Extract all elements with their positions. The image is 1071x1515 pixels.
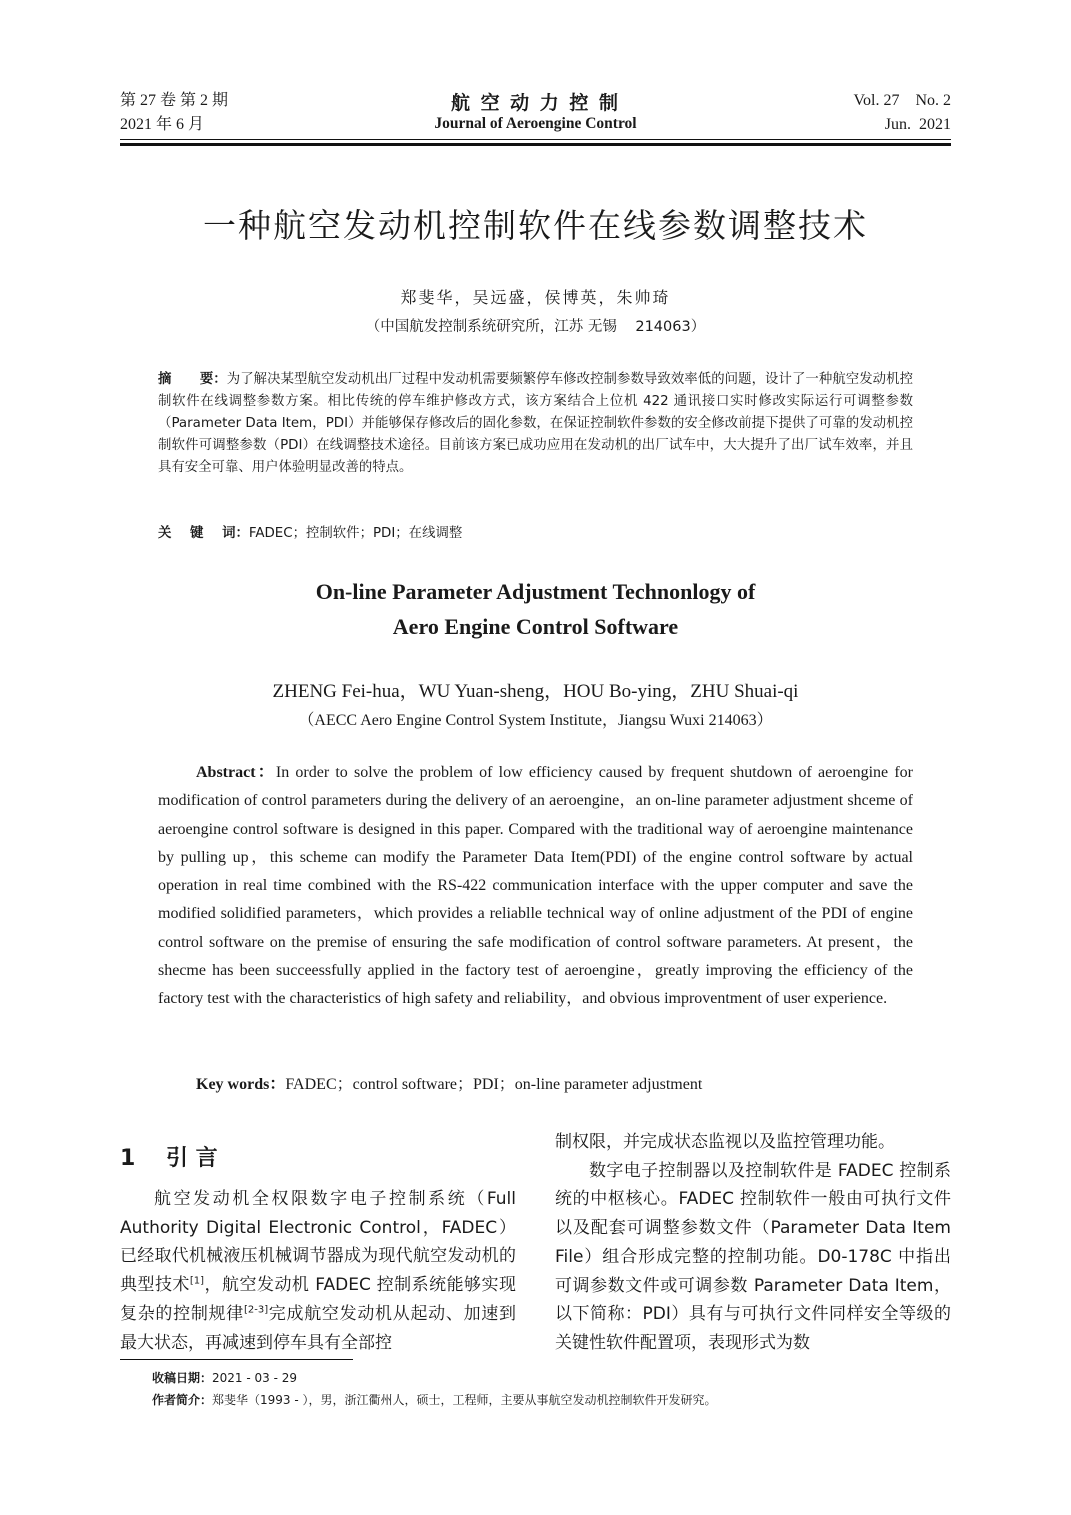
footnote-rule	[120, 1359, 353, 1360]
journal-name-en: Journal of Aeroengine Control	[434, 115, 637, 132]
body-text: 航空发动机全权限数字电子控制系统（Full Authority Digital Electronic Control，FADEC）已经取代机械液压机械调节器成为现代航空发动机的典型技术	[120, 1189, 516, 1296]
received-value: 2021 - 03 - 29	[212, 1371, 298, 1385]
header-rule-thick	[120, 143, 951, 146]
abstract-en-text: In order to solve the problem of low efficiency caused by frequent shutdown of aeroengine for modification of control parameters during the delivery of an aeroengine，an on-line parameter adjustment shceme of aeroengine control software is designed in this paper. Compared with the traditional way of aeroengine maintenance by pulling up，this scheme can modify the Parameter Data Item(PDI) of the engine control software by actual operation in real time combined with the RS-422 communication interface with the upper computer and save the modified solidified parameters，which provides a reliablle technical way of online adjustment of the PDI of engine control software on the premise of ensuring the safe modification of control software parameters. At present，the shecme has been succeessfully applied in the factory test of aeroengine，greatly improving the efficiency of the factory test with the characteristics of high safety and reliability，and obvious improventment of user experience.	[158, 764, 913, 1008]
body-right-column	[555, 1128, 951, 1358]
body-left-column	[120, 1185, 516, 1357]
affiliation-cn: （中国航发控制系统研究所，江苏 无锡 214063）	[365, 319, 706, 335]
paper-title-en-line2: Aero Engine Control Software	[392, 614, 679, 639]
received-label: 收稿日期：	[152, 1371, 213, 1385]
abstract-cn-label: 摘 要：	[158, 372, 227, 387]
author-bio	[152, 1390, 717, 1410]
keywords-en-text: FADEC；control software；PDI；on-line parameter adjustment	[285, 1076, 703, 1093]
body-text: 完成航空发动机从起动、加速到最大状态，再减速到停车具有全部控	[120, 1303, 516, 1353]
citation-ref: [2-3]	[243, 1304, 269, 1316]
body-paragraph: 制权限，并完成状态监视以及监控管理功能。	[555, 1132, 895, 1152]
month-year: Jun. 2021	[884, 116, 951, 133]
authors-cn: 郑斐华，吴远盛，侯博英，朱帅琦	[400, 288, 671, 307]
keywords-en	[158, 1071, 913, 1099]
abstract-cn-text: 为了解决某型航空发动机出厂过程中发动机需要频繁停车修改控制参数导致效率低的问题，设计了一种航空发动机控制软件在线调整参数方案。相比传统的停车维护修改方式，该方案结合上位机 422 通讯接口实时修改实际运行可调整参数（Parameter Data Item，PDI）并能够保存修改后的固化参数，在保证控制软件参数的安全修改前提下提供了可靠的发动机控制软件可调整参数（PDI）在线调整技术途径。目前该方案已成功应用在发动机的出厂试车中，大大提升了出厂试车效率，并且具有安全可靠、用户体验明显改善的特点。	[158, 372, 913, 475]
vol-no: Vol. 27 No. 2	[853, 92, 951, 109]
abstract-en	[158, 759, 913, 1014]
paper-title-cn: 一种航空发动机控制软件在线参数调整技术	[203, 206, 868, 245]
citation-ref: [1]	[189, 1275, 205, 1287]
keywords-cn-text: FADEC；控制软件；PDI；在线调整	[248, 526, 463, 541]
keywords-cn-label: 关 键 词：	[158, 526, 249, 541]
section-heading: 1 引 言	[120, 1146, 218, 1171]
issue-volume: 第 27 卷 第 2 期	[120, 92, 229, 109]
affiliation-en: （AECC Aero Engine Control System Institute，Jiangsu Wuxi 214063）	[298, 712, 773, 729]
authors-en: ZHENG Fei-hua，WU Yuan-sheng，HOU Bo-ying，ZHU Shuai-qi	[272, 681, 799, 702]
journal-name-cn: 航 空 动 力 控 制	[450, 92, 621, 114]
keywords-en-label: Key words：	[196, 1076, 286, 1093]
header-rule-thin	[120, 139, 951, 140]
abstract-en-label: Abstract：	[196, 764, 276, 781]
bio-value: 郑斐华（1993 - ），男，浙江衢州人，硕士，工程师，主要从事航空发动机控制软件开发研究。	[212, 1393, 717, 1407]
abstract-cn	[158, 369, 913, 479]
bio-label: 作者简介：	[152, 1393, 213, 1407]
received-date	[152, 1368, 297, 1388]
paper-title-en-line1: On-line Parameter Adjustment Technonlogy of	[315, 579, 756, 604]
body-paragraph: 数字电子控制器以及控制软件是 FADEC 控制系统的中枢核心。FADEC 控制软件一般由可执行文件以及配套可调整参数文件（Parameter Data Item File）组合形成完整的控制功能。D0-178C 中指出可调参数文件或可调参数 Parameter Data Item，以下简称：PDI）具有与可执行文件同样安全等级的关键性软件配置项，表现形式为数	[555, 1160, 951, 1353]
keywords-cn	[158, 523, 913, 545]
issue-date: 2021 年 6 月	[120, 116, 205, 133]
body-text: ，航空发动机 FADEC 控制系统能够实现复杂的控制规律	[120, 1275, 517, 1324]
